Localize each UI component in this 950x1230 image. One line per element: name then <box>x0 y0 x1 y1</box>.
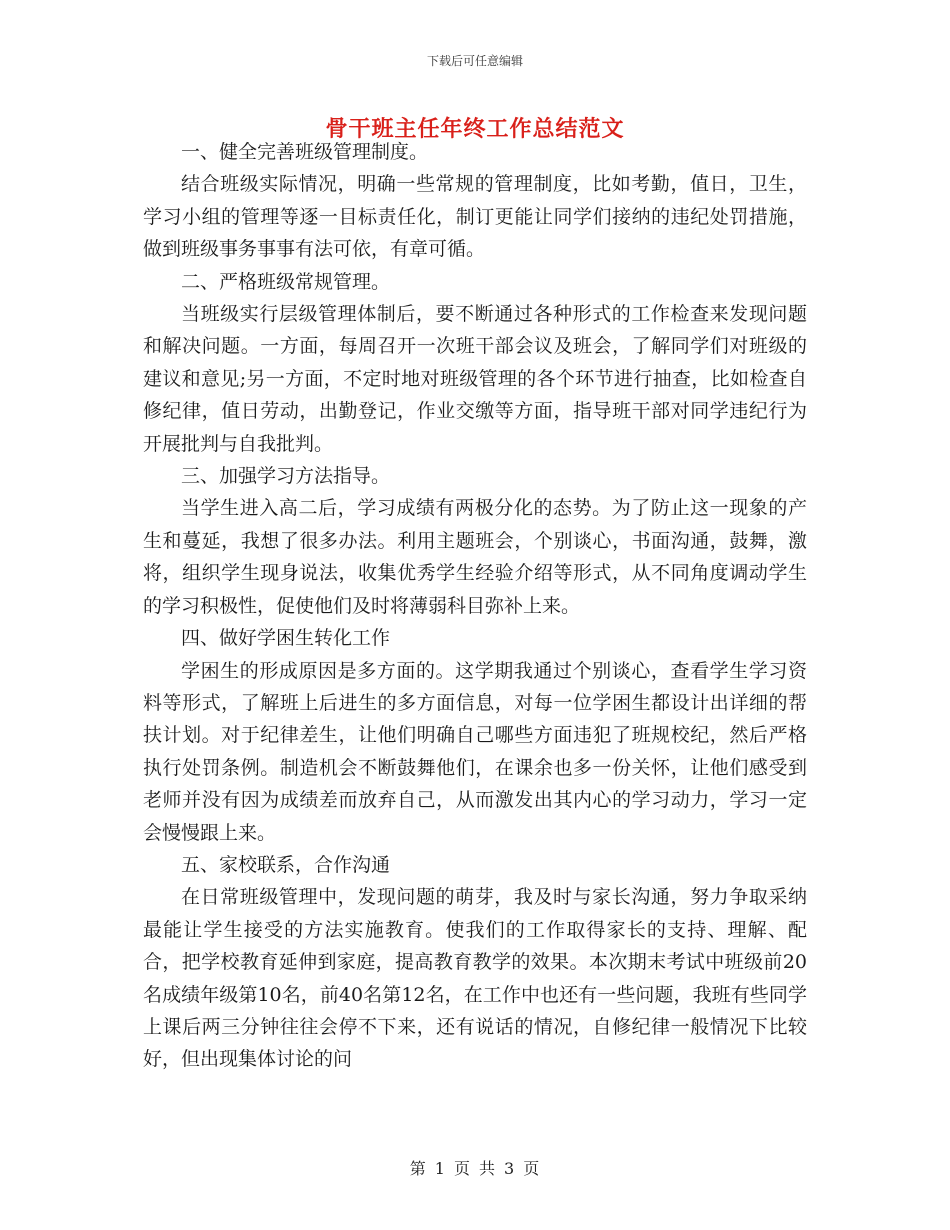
footer-suffix: 页 <box>523 1159 541 1178</box>
page-footer <box>0 1156 950 1179</box>
document-body <box>143 136 807 1076</box>
paragraph-4: 学困生的形成原因是多方面的。这学期我通过个别谈心，查看学生学习资料等形式，了解班上后进生的多方面信息，对每一位学困生都设计出详细的帮扶计划。对于纪律差生，让他们明确自己哪些方面违犯了班规校纪，然后严格执行处罚条例。制造机会不断鼓舞他们，在课余也多一份关怀，让他们感受到老师并没有因为成绩差而放弃自己，从而激发出其内心的学习动力，学习一定会慢慢跟上来。 <box>143 659 807 844</box>
section-heading-3: 三、加强学习方法指导。 <box>181 465 391 488</box>
footer-total-prefix: 共 <box>479 1159 497 1178</box>
section-heading-5: 五、家校联系，合作沟通 <box>181 853 391 876</box>
section-heading-4: 四、做好学困生转化工作 <box>181 627 391 650</box>
footer-prefix: 第 <box>409 1159 427 1178</box>
paragraph-5: 在日常班级管理中，发现问题的萌芽，我及时与家长沟通，努力争取采纳最能让学生接受的方法实施教育。使我们的工作取得家长的支持、理解、配合，把学校教育延伸到家庭，提高教育教学的效果。本次期末考试中班级前20名成绩年级第10名，前40名第12名，在工作中也还有一些问题，我班有些同学上课后两三分钟往往会停不下来，还有说话的情况，自修纪律一般情况下比较好，但出现集体讨论的问 <box>143 886 807 1071</box>
page-number: 1 <box>434 1159 446 1178</box>
header-note: 下载后可任意编辑 <box>426 54 523 68</box>
page-total: 3 <box>504 1159 516 1178</box>
document-title: 骨干班主任年终工作总结范文 <box>325 116 625 142</box>
footer-page-label: 页 <box>453 1159 471 1178</box>
paragraph-2: 当班级实行层级管理体制后，要不断通过各种形式的工作检查来发现问题和解决问题。一方面，每周召开一次班干部会议及班会，了解同学们对班级的建议和意见;另一方面，不定时地对班级管理的各个环节进行抽查，比如检查自修纪律，值日劳动，出勤登记，作业交缴等方面，指导班干部对同学违纪行为开展批判与自我批判。 <box>143 303 807 455</box>
section-heading-2: 二、严格班级常规管理。 <box>181 270 391 293</box>
paragraph-1: 结合班级实际情况，明确一些常规的管理制度，比如考勤，值日，卫生，学习小组的管理等逐一目标责任化，制订更能让同学们接纳的违纪处罚措施，做到班级事务事事有法可依，有章可循。 <box>143 173 807 261</box>
section-heading-1: 一、健全完善班级管理制度。 <box>181 141 429 163</box>
paragraph-3: 当学生进入高二后，学习成绩有两极分化的态势。为了防止这一现象的产生和蔓延，我想了很多办法。利用主题班会，个别谈心，书面沟通，鼓舞，激将，组织学生现身说法，收集优秀学生经验介绍等形式，从不同角度调动学生的学习积极性，促使他们及时将薄弱科目弥补上来。 <box>143 497 807 617</box>
